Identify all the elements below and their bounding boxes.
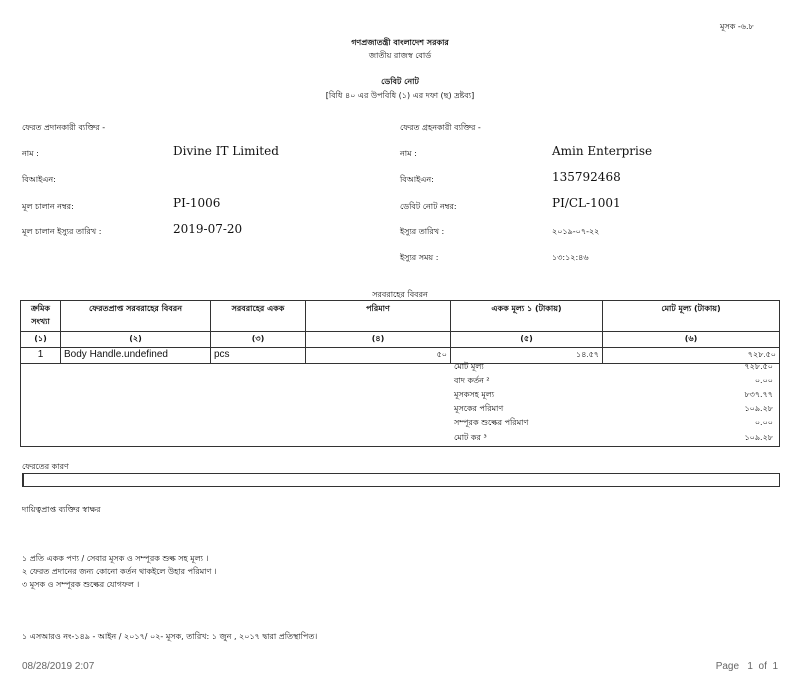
column-number: (৬) — [603, 332, 780, 348]
invoice-date: 2019-07-20 — [173, 222, 243, 236]
summary-section — [20, 358, 780, 447]
table-caption: সরবরাহের বিবরন — [372, 290, 428, 299]
summary-value: ০.০০ — [754, 376, 773, 385]
column-number: (৩) — [211, 332, 306, 348]
debit-note-number: PI/CL-1001 — [552, 196, 621, 210]
signature-label: দায়িত্বপ্রাপ্ত ব্যক্তির স্বাক্ষর — [22, 505, 101, 514]
receiver-name-label: নাম : — [400, 149, 417, 158]
sender-name-label: নাম : — [22, 149, 39, 158]
board-title: জাতীয় রাজস্ব বোর্ড — [368, 51, 432, 60]
column-number: (২) — [61, 332, 211, 348]
debit-note-number-label: ডেবিট নোট নম্বর: — [400, 202, 457, 211]
column-header: সরবরাহের একক — [211, 301, 306, 332]
issue-date: ২০১৯-০৭-২২ — [552, 227, 600, 236]
issue-time-label: ইস্যুর সময় : — [400, 253, 439, 262]
quantity-cell: ৫০ — [306, 348, 451, 364]
print-timestamp: 08/28/2019 2:07 — [22, 661, 95, 672]
page-indicator — [716, 661, 778, 672]
summary-value: ০.০০ — [754, 418, 773, 427]
document-title: ডেবিট নোট — [381, 77, 419, 86]
issue-date-label: ইস্যুর তারিখ : — [400, 227, 445, 236]
column-number: (৫) — [451, 332, 603, 348]
supply-table — [20, 300, 780, 364]
summary-value: ১০৯.২৮ — [744, 404, 773, 413]
summary-label: মূসকসহ মূল্য — [454, 390, 495, 399]
column-header: ক্রমিক সংখ্যা — [21, 301, 61, 332]
unit-price-cell: ১৪.৫৭ — [451, 348, 603, 364]
receiver-name: Amin Enterprise — [552, 144, 653, 158]
note-3: ৩ মূসক ও সম্পূরক শুল্কের যোগফল । — [22, 580, 140, 589]
column-header: পরিমাণ — [306, 301, 451, 332]
column-header: মোট মূল্য (টাকায়) — [603, 301, 780, 332]
summary-label: মোট মূল্য — [454, 362, 484, 371]
sender-name: Divine IT Limited — [173, 144, 279, 158]
summary-label: মোট কর ³ — [454, 433, 487, 442]
total-price-cell: ৭২৮.৫০ — [603, 348, 780, 364]
government-title: গণপ্রজাতন্ত্রী বাংলাদেশ সরকার — [351, 38, 449, 47]
summary-value: ৭২৮.৫০ — [744, 362, 773, 371]
reason-field[interactable] — [22, 473, 780, 487]
page-label: Page — [715, 661, 740, 672]
form-code: মূসক -৬.৮ — [720, 22, 754, 31]
summary-label: মূসকের পরিমাণ — [454, 404, 504, 413]
receiver-heading: ফেরত গ্রহনকারী ব্যক্তির - — [400, 123, 481, 132]
summary-label: বাদ কর্তন ² — [454, 376, 490, 385]
receiver-bin-label: বিআইএন: — [400, 175, 434, 184]
column-number: (১) — [21, 332, 61, 348]
summary-label: সম্পূরক শুল্কের পরিমাণ — [454, 418, 529, 427]
sender-heading: ফেরত প্রদানকারী ব্যক্তির - — [22, 123, 106, 132]
column-header: ফেরতপ্রাপ্ত সরবরাহের বিবরন — [61, 301, 211, 332]
sender-bin-label: বিআইএন: — [22, 175, 56, 184]
receiver-bin: 135792468 — [552, 170, 621, 184]
reason-label: ফেরতের কারণ — [22, 462, 69, 471]
invoice-number-label: মূল চালান নম্বর: — [22, 202, 74, 211]
document-subtitle: [বিধি ৪০ এর উপবিধি (১) এর দফা (ছ) দ্রষ্টব্য] — [325, 91, 475, 100]
serial-cell: 1 — [21, 348, 61, 364]
page-total: 1 — [772, 661, 778, 672]
summary-value: ১০৯.২৮ — [744, 433, 773, 442]
column-header: একক মূল্য ১ (টাকায়) — [451, 301, 603, 332]
of-label: of — [758, 661, 767, 672]
column-number: (৪) — [306, 332, 451, 348]
description-cell: Body Handle.undefined — [61, 348, 211, 364]
page-number: 1 — [747, 661, 753, 672]
invoice-number: PI-1006 — [173, 196, 221, 210]
summary-value: ৮৩৭.৭৭ — [744, 390, 773, 399]
note-1: ১ প্রতি একক পণ্য / সেবার মূসক ও সম্পূরক শুল্ক সহ মূল্য । — [22, 554, 209, 563]
footnote: ১ এসআরও নং-১৪৯ - আইন / ২০১৭/ ০২- মূসক, তারিখ: ১ জুন , ২০১৭ দ্বারা প্রতিস্থাপিত। — [22, 632, 318, 641]
unit-cell: pcs — [211, 348, 306, 364]
note-2: ২ ফেরত প্রদানের জন্য কোনো কর্তন থাকইলে উহার পরিমাণ । — [22, 567, 217, 576]
invoice-date-label: মূল চালান ইস্যুর তারিখ : — [22, 227, 102, 236]
issue-time: ১৩:১২:৪৬ — [552, 253, 589, 262]
